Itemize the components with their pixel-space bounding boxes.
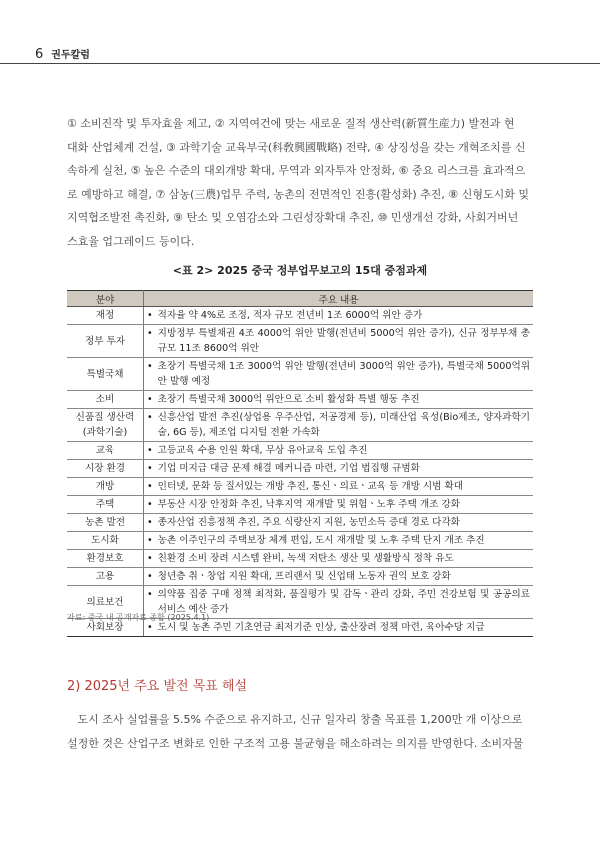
header-divider [0,63,600,64]
row-category: 재정 [67,307,144,325]
row-category: 특별국채 [67,358,144,391]
row-category: 환경보호 [67,550,144,568]
row-content [144,460,534,478]
intro-line: 대화 산업체계 건설, ③ 과학기술 교육부국(科敎興國戰略) 전략, ④ 상징성을 갖는 개혁조치를 신 [67,140,526,154]
bullet-icon: • [147,589,153,600]
bullet-icon: • [147,517,153,528]
intro-line: ① 소비진작 및 투자효율 제고, ② 지역여건에 맞는 새로운 질적 생산력(新質生産力) 발전과 현 [67,117,515,130]
row-content-text: 부동산 시장 안정화 추진, 낙후지역 재개발 및 위험ㆍ노후 주택 개조 강화 [157,499,460,510]
row-category: 주택 [67,496,144,514]
intro-paragraph [67,112,547,254]
row-category: 고용 [67,568,144,586]
row-content [144,514,534,532]
bullet-icon: • [147,412,153,423]
bullet-icon: • [147,553,153,564]
bullet-icon: • [147,445,153,456]
column-header-category: 분야 [67,291,144,307]
row-content [144,325,534,358]
page-number: 6 [35,47,44,62]
intro-line: 지역협조발전 촉진화, ⑨ 탄소 및 오염감소와 그린성장확대 추진, ⑩ 민생개선 강화, 사회거버넌 [67,211,519,225]
row-content-text: 청년층 취ㆍ창업 지원 확대, 프리랜서 및 신업태 노동자 권익 보호 강화 [157,571,451,582]
bullet-icon: • [147,571,153,582]
row-content [144,391,534,409]
section-title: 권두칼럼 [51,50,90,61]
row-category: 교육 [67,442,144,460]
intro-line: 스효율 업그레이드 등이다. [67,234,195,248]
bullet-icon: • [147,535,153,546]
row-category: 신품질 생산력 (과학기술) [67,409,144,442]
table-row [67,496,533,514]
row-content-text: 종자산업 진흥정책 추진, 주요 식량산지 지원, 농민소득 증대 경로 다각화 [157,517,460,528]
table-row [67,325,533,358]
table-row [67,409,533,442]
table-row [67,532,533,550]
subsection-heading: 2) 2025년 주요 발전 목표 해설 [67,679,248,694]
table-row [67,460,533,478]
row-content-text: 의약품 집중 구매 정책 최적화, 품질평가 및 감독ㆍ관리 강화, 주민 건강보험 및 공공의료서비스 예산 증가 [157,589,530,615]
table-caption: <표 2> 2025 중국 정부업무보고의 15대 중점과제 [172,264,428,277]
row-content-text: 도시 및 농촌 주민 기초연금 최저기준 인상, 출산장려 정책 마련, 육아수당 지급 [157,622,485,633]
table-body [67,307,533,637]
row-content [144,409,534,442]
bullet-icon: • [147,394,153,405]
table-row [67,568,533,586]
row-content-text: 기업 미지급 대금 문제 해결 메커니즘 마련, 기업 법집행 규범화 [157,463,420,474]
row-content-text: 지방정부 특별채권 4조 4000억 위안 발행(전년비 5000억 위안 증가), 신규 정부부채 총규모 11조 8600억 위안 [157,328,530,354]
bullet-icon: • [147,361,153,372]
row-content [144,307,534,325]
row-content [144,568,534,586]
column-header-content: 주요 내용 [144,291,534,307]
body-paragraph [67,708,533,755]
table-row [67,550,533,568]
row-content [144,496,534,514]
row-category: 소비 [67,391,144,409]
row-category: 시장 환경 [67,460,144,478]
row-content-text: 농촌 이주인구의 주택보장 체계 편입, 도시 재개발 및 노후 주택 단지 개조 추진 [157,535,485,546]
row-content [144,478,534,496]
row-content-text: 적자율 약 4%로 조정, 적자 규모 전년비 1조 6000억 위안 증가 [157,310,423,321]
row-category: 의료보건 [67,586,144,619]
row-content [144,550,534,568]
table-header-row [67,291,533,307]
row-category: 사회보장 [67,619,144,637]
row-content-text: 초장기 특별국채 3000억 위안으로 소비 활성화 특별 행동 추진 [157,394,420,405]
row-category: 도시화 [67,532,144,550]
bullet-icon: • [147,328,153,339]
bullet-icon: • [147,463,153,474]
row-content [144,358,534,391]
row-category: 정부 투자 [67,325,144,358]
table-row [67,307,533,325]
body-line: 도시 조사 실업률을 5.5% 수준으로 유지하고, 신규 일자리 창출 목표를 1,200만 개 이상으로 [67,713,523,726]
bullet-icon: • [147,481,153,492]
row-content-text: 인터넷, 문화 등 질서있는 개방 추진, 통신ㆍ의료ㆍ교육 등 개방 시범 확대 [157,481,464,492]
table-row [67,478,533,496]
row-category: 개방 [67,478,144,496]
table-source: 자료: 중국 내 공개자료 종합 (2025.4.1) [67,613,210,622]
bullet-icon: • [147,499,153,510]
row-content-text: 친환경 소비 장려 시스템 완비, 녹색 저탄소 생산 및 생활방식 정착 유도 [157,553,454,564]
page-header [35,46,90,62]
row-content-text: 초장기 특별국채 1조 3000억 위안 발행(전년비 3000억 위안 증가), 특별국채 5000억위안 발행 예정 [157,361,530,387]
table-row [67,358,533,391]
table-row [67,442,533,460]
intro-line: 로 예방하고 해결, ⑦ 삼농(三農)업무 주력, 농촌의 전면적인 진흥(활성화) 추진, ⑧ 신형도시화 및 [67,187,529,201]
row-content [144,442,534,460]
row-content [144,532,534,550]
bullet-icon: • [147,622,153,633]
intro-line: 속하게 실천, ⑤ 높은 수준의 대외개방 확대, 무역과 외자투자 안정화, ⑥ 중요 리스크를 효과적으 [67,164,526,178]
focus-tasks-table [67,290,533,637]
body-line: 설정한 것은 산업구조 변화로 인한 구조적 고용 불균형을 해소하려는 의지를 반영한다. 소비자물 [67,736,524,750]
row-content-text: 신흥산업 발전 추진(상업용 우주산업, 저공경제 등), 미래산업 육성(Bio제조, 양자과학기술, 6G 등), 제조업 디지털 전환 가속화 [157,412,530,438]
row-category: 농촌 발전 [67,514,144,532]
table-row [67,391,533,409]
table-row [67,514,533,532]
row-content-text: 고등교육 수용 인원 확대, 무상 유아교육 도입 추진 [157,445,368,456]
bullet-icon: • [147,310,153,321]
